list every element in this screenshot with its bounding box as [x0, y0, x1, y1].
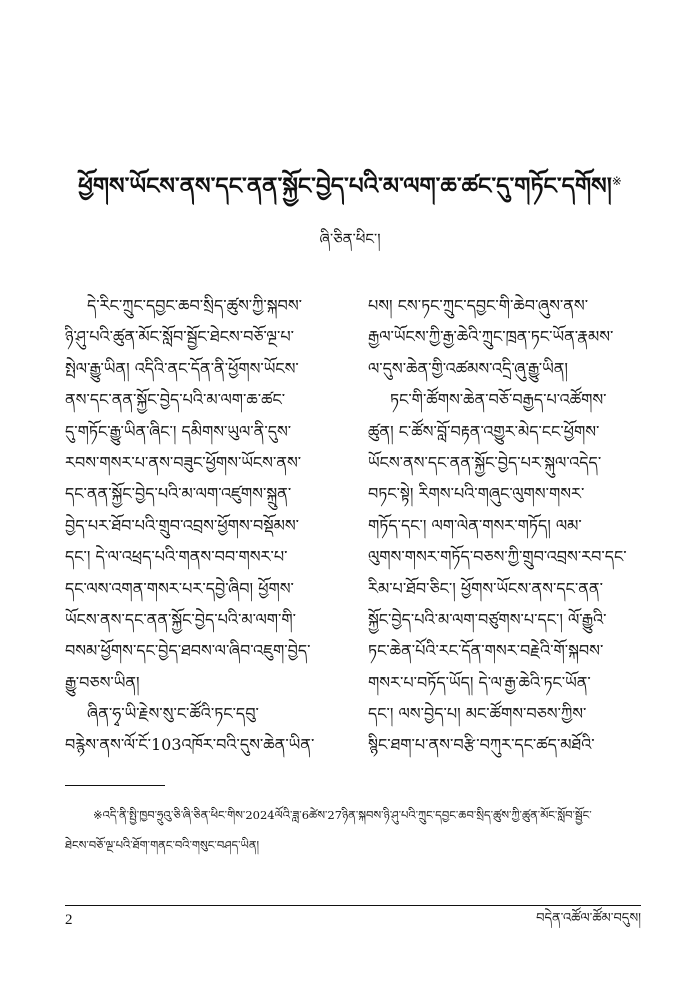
footer-divider: [65, 905, 641, 906]
footnote-marker[interactable]: ※: [611, 174, 622, 188]
body-text-line: བརྙེས་ནས་ལོ་ངོ་103འཁོར་བའི་དུས་ཆེན་ཡིན་: [65, 735, 315, 755]
body-text-line: ཞིན་ཧྭ་ཡི་རྗེས་སུ་ང་ཚོའི་ཏང་དབུ་: [87, 704, 259, 724]
footnote-divider: [65, 785, 165, 786]
footnote-line: ※འདི་ནི་སྤྱི་ཁྱབ་ཧྲུའུ་ཅི་ཞི་ཅིན་ཕིང་གིས་2024ལོའི་ཟླ་6ཚེས་27ཉིན་སྐབས་ཉི་ཤུ་པའི་ཀྲུང་དབྱང་ཆབ་སྲིད་ཚུས་ཀྱི་ཚུན་མོང་སློབ་སྦྱོང་: [93, 808, 592, 822]
journal-name: བདེན་འཚོལ་ཚོམ་བདུས།: [536, 911, 641, 926]
body-text-line: སྤེལ་རྒྱུ་ཡིན། འདིའི་ནང་དོན་ནི་ཕྱོགས་ཡོངས་: [65, 358, 299, 378]
body-right-column: [368, 290, 644, 761]
body-text-line: རྒྱལ་ཡོངས་ཀྱི་རྒྱ་ཆེའི་ཀྲུང་ཁྲན་ཏང་ཡོན་རྣམས་: [368, 327, 614, 347]
body-text-line: ལ་དུས་ཆེན་གྱི་འཚམས་འདྲི་ཞུ་རྒྱུ་ཡིན།: [368, 358, 568, 378]
body-text-line: གཏོད་དང་། ལག་ལེན་གསར་གཏོད། ལམ་: [368, 515, 582, 535]
body-text-line: ཡོངས་ནས་དང་ནན་སྐྱོང་བྱེད་པའི་མ་ལག་གི་: [65, 609, 297, 629]
page-number: 2: [65, 912, 73, 928]
footnote-line: ཐེངས་བཅོ་ལྔ་པའི་ཐོག་གནང་བའི་གསུང་བཤད་ཡིན།: [65, 838, 260, 852]
body-text-line: དང་། ལས་བྱེད་པ། མང་ཚོགས་བཅས་ཀྱིས་: [368, 704, 587, 724]
body-text-line: པས། ངས་ཏང་ཀྲུང་དབྱང་གི་ཆེབ་ཞུས་ནས་: [368, 296, 589, 315]
body-text-line: ཏང་གི་ཚོགས་ཆེན་བཅོ་བརྒྱད་པ་འཚོགས་: [390, 390, 607, 410]
body-text-line: ཡོངས་ནས་དང་ནན་སྐྱོང་བྱེད་པར་སྐུལ་འདེད་: [368, 452, 602, 472]
body-text-line: ནས་དང་ནན་སྐྱོང་བྱེད་པའི་མ་ལག་ཆ་ཚང་: [65, 390, 286, 410]
article-title-text: ཕྱོགས་ཡོངས་ནས་དང་ནན་སྐྱོང་བྱེད་པའི་མ་ལག་ཆ་ཚང་དུ་གཏོང་དགོས།: [78, 172, 612, 200]
body-text-line: དེ་རིང་ཀྲུང་དབྱང་ཆབ་སྲིད་ཚུས་ཀྱི་སྐབས་: [87, 296, 302, 315]
body-text-line: སྙིང་ཐག་པ་ནས་བརྩི་བཀུར་དང་ཚད་མཐོའི་: [368, 735, 595, 755]
body-text-line: དུ་གཏོང་རྒྱུ་ཡིན་ཞིང་། དམིགས་ཡུལ་ནི་དུས་: [65, 421, 292, 441]
body-text-line: དང་ནན་སྐྱོང་བྱེད་པའི་མ་ལག་འཛུགས་སྐྲུན་: [65, 484, 292, 504]
body-text-line: རིམ་པ་ཐོབ་ཅིང་། ཕྱོགས་ཡོངས་ནས་དང་ནན་: [368, 578, 603, 598]
body-text-line: དང་། དེ་ལ་འཕྲད་པའི་གནས་བབ་གསར་པ་: [65, 547, 288, 567]
body-text-line: རྒྱུ་བཅས་ཡིན།: [65, 672, 140, 692]
body-text-line: བསམ་ཕྱོགས་དང་བྱེད་ཐབས་ལ་ཞིབ་འཇུག་བྱེད་: [65, 641, 311, 661]
body-text-line: གསར་པ་བཏོད་ཡོད། དེ་ལ་རྒྱ་ཆེའི་ཏང་ཡོན་: [368, 672, 591, 692]
article-title: [60, 162, 640, 206]
body-text-line: ཚུན། ང་ཚོས་བློ་བརྟན་འགྱུར་མེད་ངང་ཕྱོགས་: [368, 421, 600, 441]
body-text-line: ལུགས་གསར་གཏོད་བཅས་ཀྱི་གྲུབ་འབྲས་རབ་དང་: [368, 547, 627, 567]
body-text-line: བཏང་སྟེ། རིགས་པའི་གཞུང་ལུགས་གསར་: [368, 484, 585, 504]
body-text-line: ཏང་ཆེན་པོའི་རང་དོན་གསར་བརྗེའི་གོ་སྐབས་: [368, 641, 604, 661]
body-left-column: [65, 290, 341, 761]
footnote: [65, 800, 641, 860]
author-name: ཞི་ཅིན་ཕིང་།: [319, 230, 381, 248]
body-text-line: དང་ལས་འགན་གསར་པར་དབྱེ་ཞིབ། ཕྱོགས་: [65, 578, 294, 598]
body-text-line: སྐྱོང་བྱེད་པའི་མ་ལག་བཙུགས་པ་དང་། ལོ་རྒྱུའི་: [368, 609, 607, 629]
body-text-line: ཉི་ཤུ་པའི་ཚུན་མོང་སློབ་སྦྱོང་ཐེངས་བཅོ་ལྔ་པ་: [65, 327, 295, 347]
body-text-line: བྱེད་པར་ཐོབ་པའི་གྲུབ་འབྲས་ཕྱོགས་བསྡོམས་: [65, 515, 299, 535]
body-text-line: རབས་གསར་པ་ནས་བཟུང་ཕྱོགས་ཡོངས་ནས་: [65, 452, 302, 472]
